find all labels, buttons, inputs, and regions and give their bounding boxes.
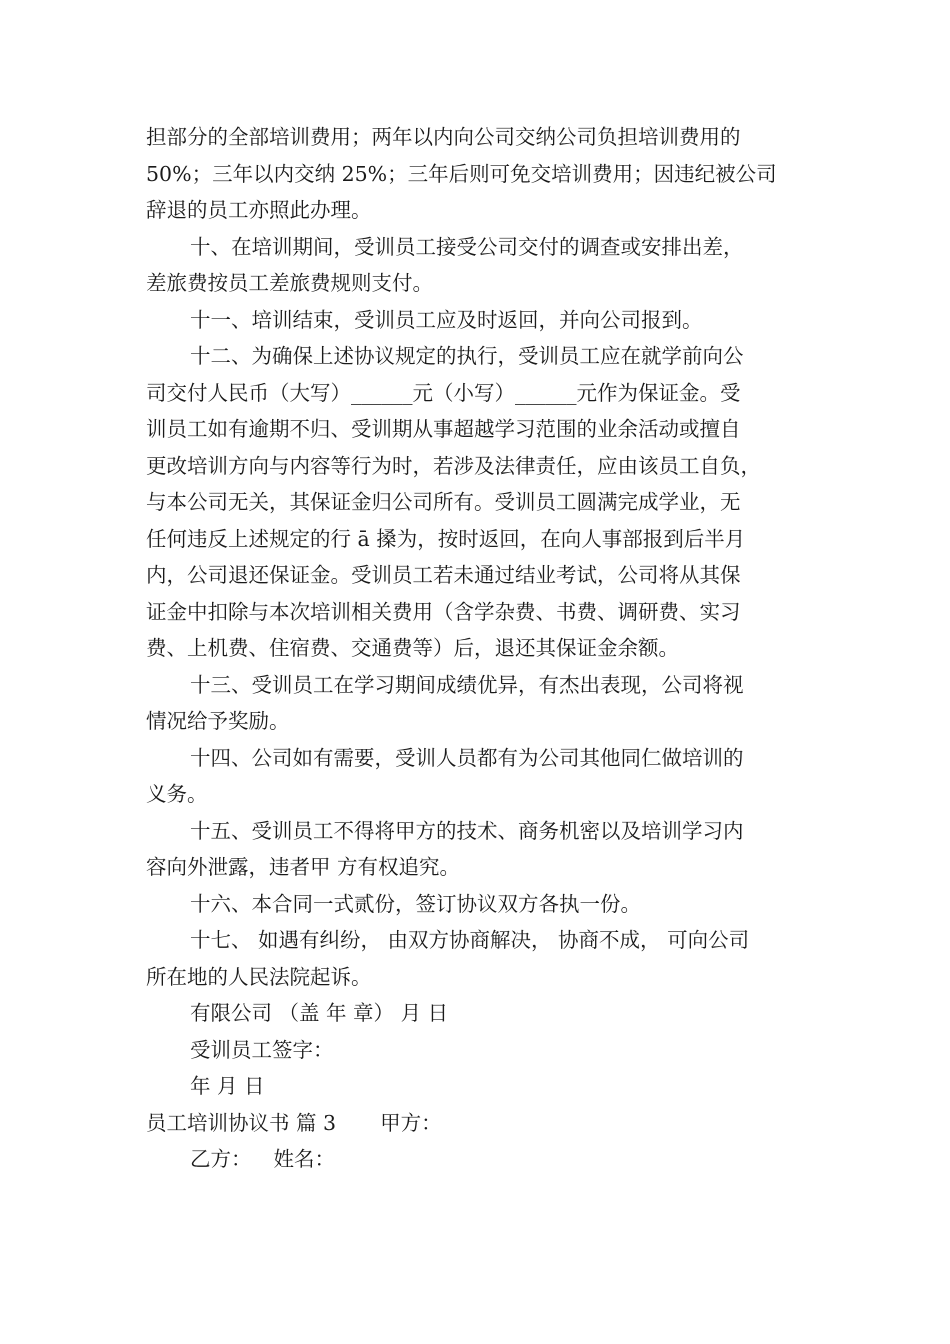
text-line: 情况给予奖励。 (146, 709, 290, 733)
text-line: 内，公司退还保证金。受训员工若未通过结业考试，公司将从其保 (146, 563, 741, 587)
section-title: 员工培训协议书 篇 3 (146, 1110, 337, 1135)
text-line: 费、上机费、住宿费、交通费等）后，退还其保证金余额。 (146, 636, 679, 660)
clause-12: 十二、为确保上述协议规定的执行，受训员工应在就学前向公 (190, 344, 744, 368)
company-seal-line: 有限公司 （盖 年 章） 月 日 (190, 1001, 449, 1025)
section-heading-line (146, 1105, 808, 1142)
party-a-label: 甲方： (380, 1110, 442, 1135)
clause-10: 十、在培训期间，受训员工接受公司交付的调查或安排出差， (190, 234, 744, 259)
clause-13: 十三、受训员工在学习期间成绩优异，有杰出表现，公司将视 (190, 672, 744, 697)
trainee-signature-line: 受训员工签字： (190, 1037, 334, 1062)
text-line: 担部分的全部培训费用；两年以内向公司交纳公司负担培训费用的 (146, 125, 741, 149)
party-b-label: 乙方： (190, 1147, 252, 1171)
clause-15: 十五、受训员工不得将甲方的技术、商务机密以及培训学习内 (190, 818, 744, 843)
text-line: 训员工如有逾期不归、受训期从事超越学习范围的业余活动或擅自 (146, 417, 741, 441)
text-line: 任何违反上述规定的行 ā 搡为，按时返回，在向人事部报到后半月 (146, 526, 746, 551)
text-line: 辞退的员工亦照此办理。 (146, 198, 372, 222)
text-line: 所在地的人民法院起诉。 (146, 964, 372, 989)
text-line: 差旅费按员工差旅费规则支付。 (146, 271, 433, 295)
text-line: 容向外泄露，违者甲 方有权追究。 (146, 855, 461, 879)
text-line: 50%；三年以内交纳 25%；三年后则可免交培训费用；因违纪被公司 (146, 161, 777, 186)
document-page (146, 119, 808, 1178)
text-line: 与本公司无关，其保证金归公司所有。受训员工圆满完成学业，无 (146, 490, 741, 514)
clause-11: 十一、培训结束，受训员工应及时返回，并向公司报到。 (190, 307, 703, 332)
date-line: 年 月 日 (190, 1074, 265, 1098)
text-line: 更改培训方向与内容等行为时，若涉及法律责任，应由该员工自负， (146, 453, 761, 478)
clause-14: 十四、公司如有需要，受训人员都有为公司其他同仁做培训的 (190, 745, 744, 770)
clause-16: 十六、本合同一式贰份，签订协议双方各执一份。 (190, 891, 641, 916)
clause-17: 十七、 如遇有纠纷， 由双方协商解决， 协商不成， 可向公司 (190, 928, 750, 952)
name-label: 姓名： (273, 1147, 335, 1171)
text-line: 证金中扣除与本次培训相关费用（含学杂费、书费、调研费、实习 (146, 599, 741, 624)
text-line: 司交付人民币（大写）______元（小写）______元作为保证金。受 (146, 380, 741, 405)
party-b-line (146, 1141, 808, 1178)
text-line: 义务。 (146, 782, 208, 806)
